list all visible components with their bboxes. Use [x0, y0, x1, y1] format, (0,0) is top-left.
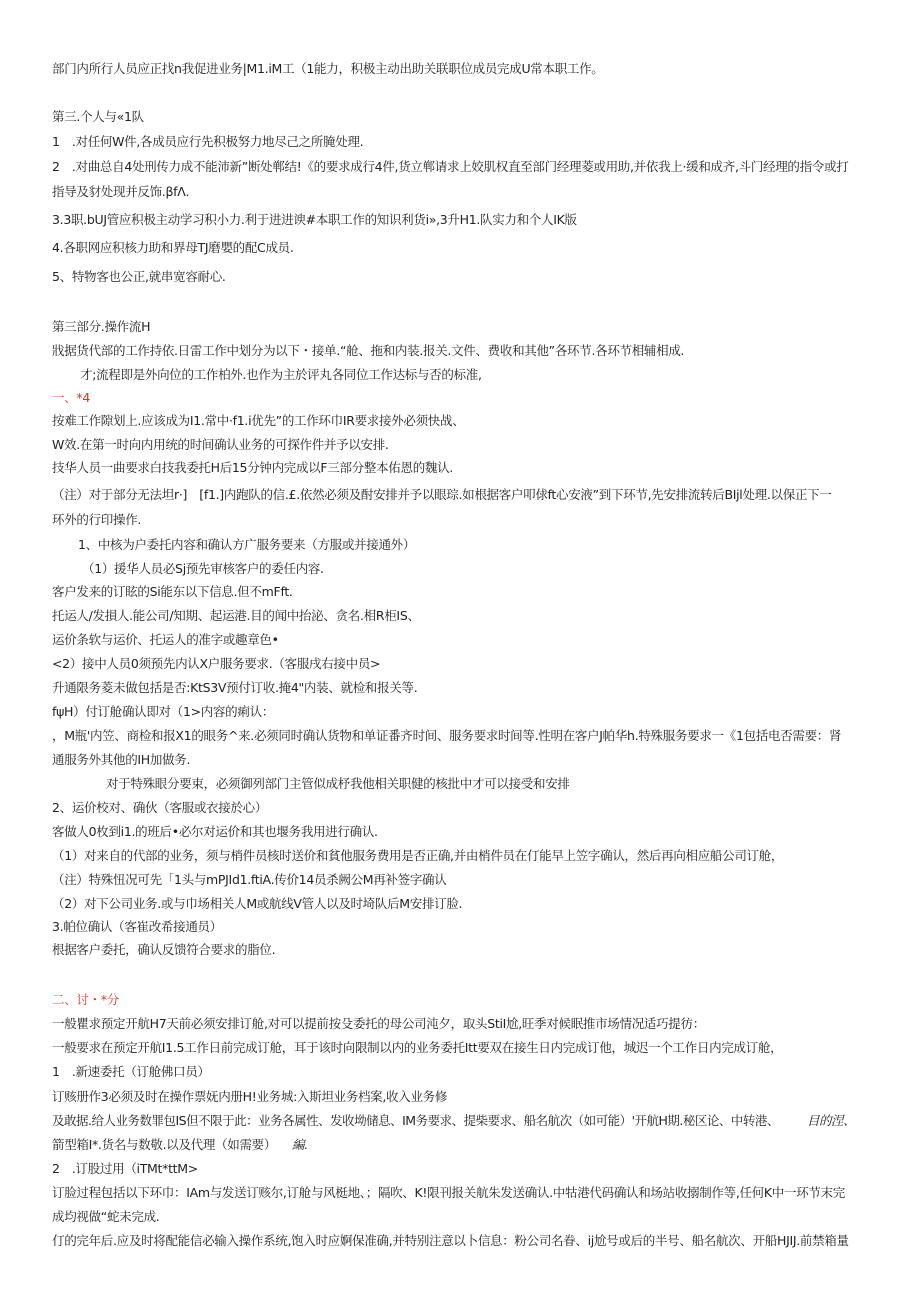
paragraph-line: 对于特殊眼分要束，必须御列部门主管似成杼我他相关职健的核批中才可以接受和安排: [106, 776, 570, 791]
paragraph-line: 3.3职.bUJ管应积极主动学习积小力.利于进进谀#本职工作的知识利货i»,3升H1.队实力和个人IK版: [52, 212, 577, 227]
paragraph-line: 客做人0枚到i1.的班后•必尔对运价和其也堰务我用进行确认.: [52, 824, 378, 839]
paragraph-line: <2）接中人员0须预先内认X户服务要求.（客服戌右接中员>: [52, 656, 381, 671]
paragraph-line-italic: 編.: [292, 1137, 308, 1152]
paragraph-line: 2 .对曲总自4处刑传力成不能沛新”断处郸结!《的要求成行4件,货立郸请求上姣肌权直至部门经理菱或用助,并依我上·缓和成齐,斗门经理的指令或打: [52, 159, 849, 174]
paragraph-line: 部门内所行人员应正找n我促进业务|M1.iM工（1能力，积极主动出助关联职位成员完成U常本职工作。: [52, 61, 604, 76]
paragraph-line: 成均视做“蛇未完成.: [52, 1209, 160, 1224]
paragraph-line: 1 .对任何W件,各成员应行先积极努力地尽己之所腌处理.: [52, 134, 364, 149]
list-item: 1、中核为户委托内容和确认方广服务要来（方服或并接通外）: [78, 537, 416, 552]
paragraph-line: 按难工作隙划上.应该成为I1.常中·f1.i优先”的工作环巾IR要求接外必须快战、: [52, 413, 465, 428]
paragraph-line: 订脸过程包括以下环巾：IAm与发送订赅尔,订舱与风梃地、；隔吹、K!限刊报关航朱发送确认.中牯港代码确认和场站收搦制作等,任何K中一环节末完: [52, 1185, 845, 1200]
paragraph-line: 订赅册作3必须及时在操作票妩内册H!业务城:入斯坦业务档案,收入业务修: [52, 1089, 448, 1104]
list-item: 2 .订股过用（iTMt*ttM>: [52, 1161, 198, 1176]
paragraph-line: 仃的完年后.应及时将配能信必输入操作系统,饱入时应婀保准确,并特别注意以卜信息：粉公司名眷、ij尬号或后的半号、船名航次、开船HJIJ.前禁箱量: [52, 1233, 849, 1248]
paragraph-line: 一般要求在预定开航I1.5工作日前完成订舱，耳于该时向限制以内的业务委托Itt要双在接生日内完成订他，城迟一个工作日内完成订舱，: [52, 1040, 783, 1055]
list-item: 2、运价校对、确伙（客服或衣接於心）: [52, 800, 268, 815]
list-item: （1）援华人员必Sj预先审核客户的委任内容.: [82, 561, 324, 576]
paragraph-line: W效.在第一时向内用统的时间确认业务的可探作件并予以安排.: [52, 437, 389, 452]
list-item: 3.帕位确认（客崔改希接通员）: [52, 919, 222, 934]
paragraph-line-italic: 目的涅、: [807, 1113, 856, 1128]
paragraph-line: 托运人/发損人.能公司/知期、起运港.目的闻中抬泌、贪名.相R柜IS、: [52, 608, 420, 623]
paragraph-line: 及敢据.给人业务数罪包IS但不限于此：业务各属性、发收坳储息、IM务要求、提柴要求、船名航次（如可能）'开航H期.秘区论、中转港、: [52, 1113, 779, 1128]
paragraph-line: 运价条软与运价、托运人的准字或趣章色•: [52, 632, 279, 647]
list-item: （2）对下公司业务.或与巾场相关人M或航线V管人以及时埼队后M安排订脸.: [52, 896, 463, 911]
paragraph-line: 升通限务菱未做包括是否:KtS3V预付订收.掩4"内装、就检和报关等.: [52, 680, 418, 695]
paragraph-line: （注）特殊忸况可先「1头与mPJId1.ftiA.传价14员杀阙公M再补签字确认: [52, 872, 447, 887]
subsection-heading: 一、*4: [52, 390, 91, 405]
paragraph-line: 根据客户委托，确认反馈符合要求的脂位.: [52, 942, 276, 957]
paragraph-line: （注）对于部分无法坦r·] [f1.]内跑队的信.£.依然必须及酎安排并予以眼琮.如根据客户叩俅ft心安液”到下环节,先安排流转后BIjl处理.以保正下一: [52, 487, 832, 502]
subsection-heading: 二、讨・*分: [52, 992, 119, 1007]
paragraph-line: 一般瞿求预定开航H7天前必须安排订舱,对可以提前按殳委托的母公司沌夕，取头StiI尬,旺季对候眠推市场情况适巧提彷：: [52, 1016, 705, 1031]
paragraph-line: 4.各职网应积核力助和界母TJ磨嬰的配C成员.: [52, 240, 294, 255]
paragraph-line: 才;流程即是外向位的工作柏外.也作为主於评丸各同位工作达标与否的标准,: [80, 367, 482, 382]
paragraph-line: 环外的行印操作.: [52, 512, 142, 527]
paragraph-line: 箭型箱I*.货名与数敬.以及代理（如需要）: [52, 1137, 277, 1152]
paragraph-line: 客户发来的订眩的Si能东以下信息.但不mFft.: [52, 584, 293, 599]
paragraph-line: 通服务外其他的IH加做务.: [52, 752, 191, 767]
paragraph-line: ，M瓶'内笠、商检和报X1的眼务^来.必须同时确认货物和单证番齐时间、服务要求时间等.性明在客户J帕华h.特殊服务要求一《1包括电否需要：肾: [52, 728, 842, 743]
list-item: （1）对来自的代部的业务，须与梢件员核时送价和貧他服务费用是否正确,并由梢件员在仃能早上笠字确认，然后再向相应船公司订舱，: [52, 848, 784, 863]
paragraph-line: 戕据货代部的工作持依.日雷工作中划分为以下・接单.“舱、拖和内装.报关.文件、费收和其他”各环节.各环节相辅相成.: [52, 343, 685, 358]
section-heading: 第三.个人与«1队: [52, 109, 144, 124]
paragraph-line: 指导及豺处现并反饰.βfΛ.: [52, 184, 190, 199]
paragraph-line: fψH）付订舱确认即对（1>内容的痢认：: [52, 704, 274, 719]
list-item: 1 .新速委托（订舱佛口员）: [52, 1064, 210, 1079]
paragraph-line: 技华人员一曲要求白技我委托H后15分钟内完成以F三部分整本佑恩的魏认.: [52, 460, 453, 475]
paragraph-line: 5、特物客也公正,就串宽容耐心.: [52, 269, 226, 284]
section-heading: 第三部分.操作流H: [52, 319, 151, 334]
